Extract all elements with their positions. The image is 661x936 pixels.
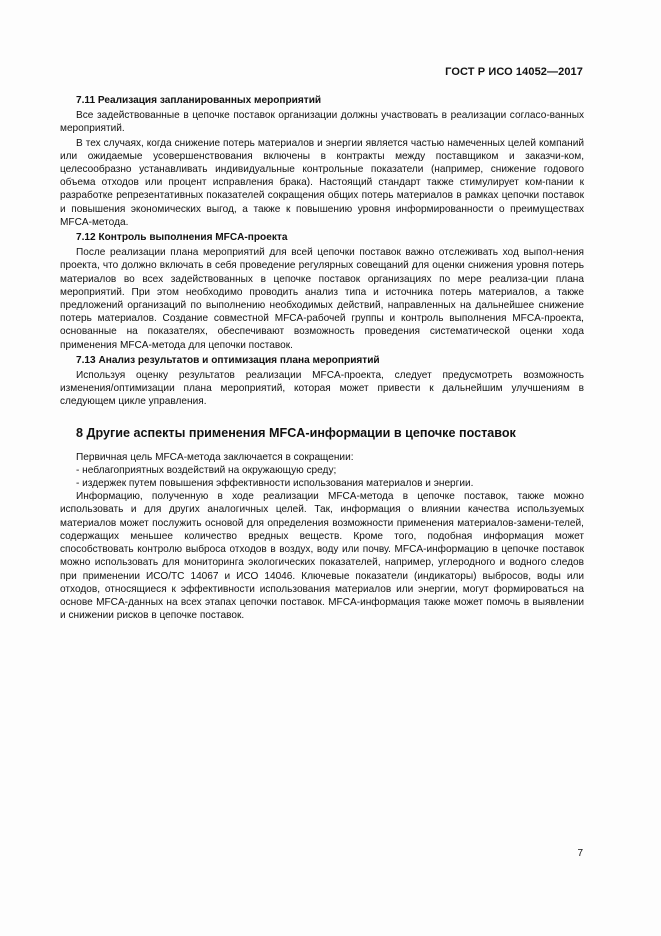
section-8-heading: 8 Другие аспекты применения MFCA-информации в цепочке поставок bbox=[76, 425, 516, 440]
document-header-id: ГОСТ Р ИСО 14052—2017 bbox=[445, 66, 583, 78]
section-7-13-heading: 7.13 Анализ результатов и оптимизация плана мероприятий bbox=[76, 354, 380, 366]
document-body bbox=[60, 94, 584, 623]
section-7-13-paragraph-1: Используя оценку результатов реализации MFCA-проекта, следует предусмотреть возможность изменения/оптимизации плана мероприятий, которая может привести к дальнейшим улучшениям в следующем цикле управления. bbox=[60, 370, 584, 408]
page-number: 7 bbox=[577, 848, 583, 859]
section-7-12-heading: 7.12 Контроль выполнения MFCA-проекта bbox=[76, 232, 288, 244]
section-8-intro: Первичная цель MFCA-метода заключается в сокращении: bbox=[76, 451, 354, 463]
section-7-12-paragraph-1: После реализации плана мероприятий для всей цепочки поставок важно отслеживать ход выпол-нения проекта, что должно включать в себя проведение регулярных совещаний для оценки снижения уровня потерь материалов во всех задействованных в цепочке поставок организациях по мере реализа-ции плана мероприятий. При этом необходимо проводить анализ типа и источника потерь материалов, а также предложений организаций по выполнению необходимых действий, направленных на дальнейшее снижение потерь материалов. Создание совместной MFCA-рабочей группы и контроль выполнения MFCA-проекта, основанные на показателях, обеспечивают возможность проведения систематической оценки хода применения MFCA-метода для цепочки поставок. bbox=[60, 247, 584, 351]
section-8-paragraph-1: Информацию, полученную в ходе реализации MFCA-метода в цепочке поставок, также можно использовать и для других аналогичных целей. Так, информация о влиянии качества используемых материалов может послужить основой для определения возможности применения материалов-замени-телей, содержащих меньшее количество вредных веществ. Кроме того, подобная информация может способствовать контролю выброса отходов в воздух, воду или почву. MFCA-информацию в цепочке поставок можно использовать для мониторинга экологических показателей, например, углеродного и водного следов при применении ИСО/ТС 14067 и ИСО 14046. Ключевые показатели (индикаторы) выбросов, воды или отходов, относящиеся к эффективности использования материалов или энергии, могут формироваться на основе MFCA-данных на всех этапах цепочки поставок. MFCA-информация также может помочь в выявлении и снижении рисков в цепочке поставок. bbox=[60, 491, 584, 622]
section-7-11-paragraph-2: В тех случаях, когда снижение потерь материалов и энергии является частью намеченных целей компаний или ожидаемые усовершенствования включены в контракты между поставщиком и заказчи-ком, целесообразно устанавливать индивидуальные контрольные показатели (например, снижение годового объема отходов или процент исправления брака). Настоящий стандарт также стимулирует ком-пании к разработке репрезентативных показателей сокращения общих потерь материалов в рамках цепочки поставок и повышения экономических выгод, а также к повышению уровня информированности о преимуществах MFCA-метода. bbox=[60, 137, 584, 228]
section-7-11-paragraph-1: Все задействованные в цепочке поставок организации должны участвовать в реализации согласо-ванных мероприятий. bbox=[60, 110, 584, 135]
section-8-list-item-1: - неблагоприятных воздействий на окружающую среду; bbox=[76, 464, 337, 476]
section-7-11-heading: 7.11 Реализация запланированных мероприятий bbox=[76, 95, 322, 106]
section-8-list-item-2: - издержек путем повышения эффективности использования материалов и энергии. bbox=[76, 478, 474, 490]
